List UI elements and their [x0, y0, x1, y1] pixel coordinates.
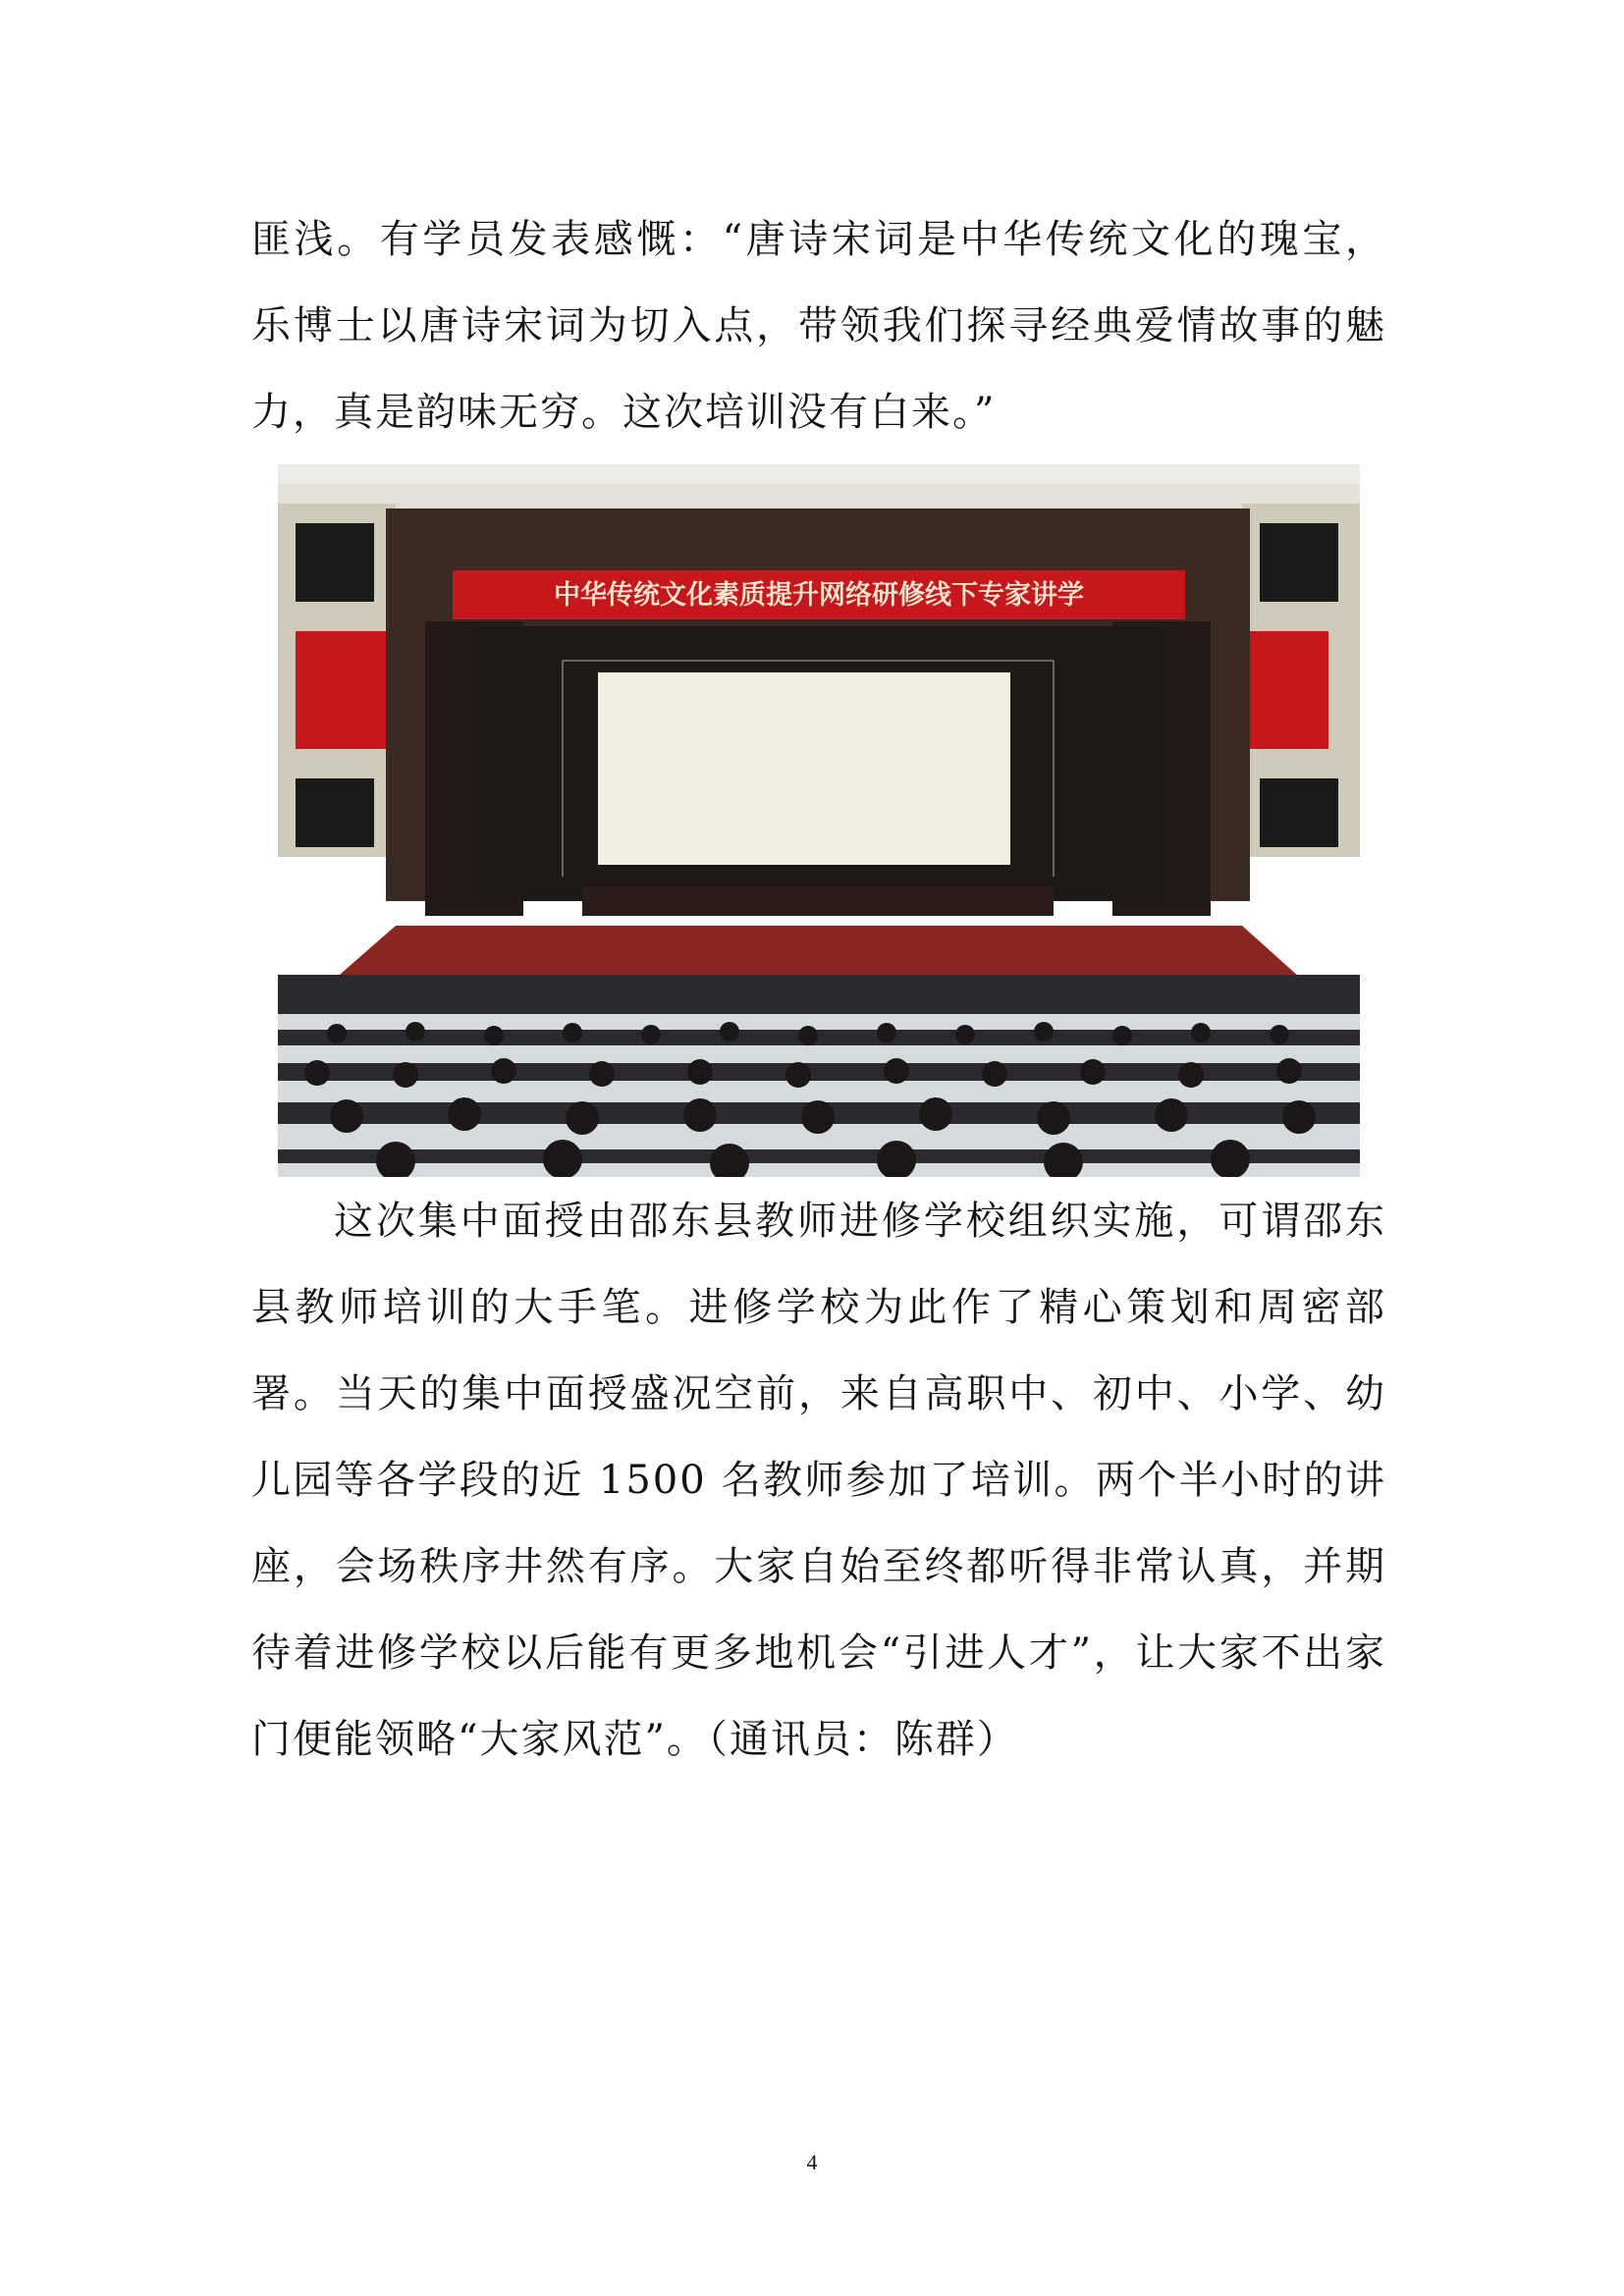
- auditorium-photo: [278, 464, 1360, 1177]
- projection-screen: [598, 672, 1010, 865]
- left-red-screen: [296, 631, 394, 749]
- paragraph-top: 匪浅。有学员发表感慨：“唐诗宋词是中华传统文化的瑰宝，乐博士以唐诗宋词为切入点，带领我们探寻经典爱情故事的魅力，真是韵味无穷。这次培训没有白来。”: [251, 217, 1386, 435]
- banner-text: 中华传统文化素质提升网络研修线下专家讲学: [554, 580, 1084, 611]
- page-number: 4: [806, 2150, 818, 2174]
- paragraph-bottom: 这次集中面授由邵东县教师进修学校组织实施，可谓邵东县教师培训的大手笔。进修学校为此作了精心策划和周密部署。当天的集中面授盛况空前，来自高职中、初中、小学、幼儿园等各学段的近 1500 名教师参加了培训。两个半小时的讲座，会场秩序井然有序。大家自始至终都听得非常认真，并期待着进修学校以后能有更多地机会“引进人才”，让大家不出家门便能领略“大家风范”。（通讯员：陈群）: [251, 1199, 1386, 1762]
- stage-table: [582, 886, 1054, 916]
